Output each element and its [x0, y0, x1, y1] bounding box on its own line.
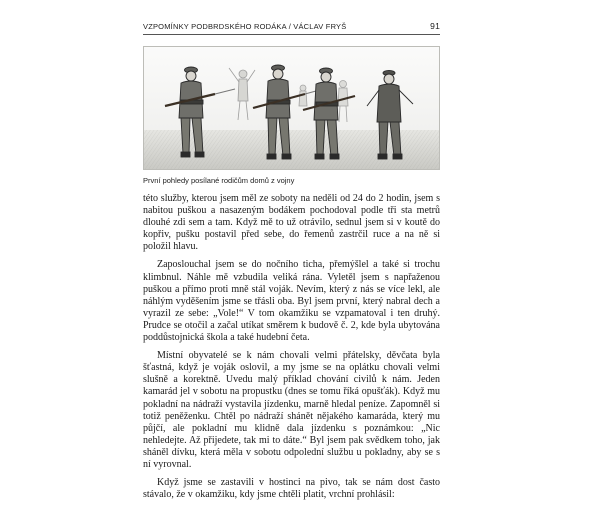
paragraph: této služby, kterou jsem měl ze soboty na neděli od 24 do 2 hodin, jsem s nabitou puškou a nasazeným bodákem pochodoval podle tři sta metrů dlouhé zdi sem a tam. Když mě to už otrávilo, sednul jsem si v koutě do kopřiv, pušku postavil před sebe, do řemenů zastrčil ruce a na ně si položil hlavu.: [143, 193, 440, 253]
illustration-soldiers: [143, 46, 440, 170]
body-text: [143, 193, 440, 501]
paragraph: Zaposlouchal jsem se do nočního ticha, přemýšlel a také si trochu klimbnul. Náhle mě vzbudila veliká rána. Vyletěl jsem s napřaženou puškou a přímo proti mně stál voják. Nevím, který z nás se více lekl, ale náhlým vyděšením jsme se třásli oba. Byl jsem první, který nabral dech a vyrazil ze sebe: „Vole!“ V tom okamžiku se vzpamatoval i ten druhý. Prudce se otočil a začal utíkat směrem k budově č. 2, kde byla ubytována poddůstojnická škola a také hudební četa.: [143, 259, 440, 344]
page-number: 91: [430, 21, 440, 31]
running-header-title: VZPOMÍNKY PODBRDSKÉHO RODÁKA / VÁCLAV FRYŠ: [143, 22, 347, 31]
running-header: [143, 18, 440, 35]
paragraph: Když jsme se zastavili v hostinci na pivo, tak se nám dost často stávalo, že v okamžiku, kdy jsme chtěli platit, vrchní prohlásil:: [143, 477, 440, 501]
figure-caption: První pohledy posílané rodičům domů z vojny: [143, 176, 295, 185]
paragraph: Místní obyvatelé se k nám chovali velmi přátelsky, děvčata byla šťastná, když je voják oslovil, a my jsme se na oplátku chovali velmi slušně a korektně. Uvedu malý příklad chování civilů k nám. Jeden kamarád jel v sobotu na propustku (dnes se tomu říká opušťák). Když mu pokladní na nádraží vystavila jízdenku, marně hledal peníze. Zapomněl si totiž peněženku. Chtěl po nádraží shánět nějakého kamaráda, který mu půjčí, ale pokladní mu klidně dala jízdenku s poznámkou: „Nic nehledejte. Až přijedete, tak mi to dáte.“ Byl jsem pak svědkem toho, jak sháněl dívku, která měla v sobotu odpolední službu u pokladny, aby se s ní vyrovnal.: [143, 350, 440, 470]
